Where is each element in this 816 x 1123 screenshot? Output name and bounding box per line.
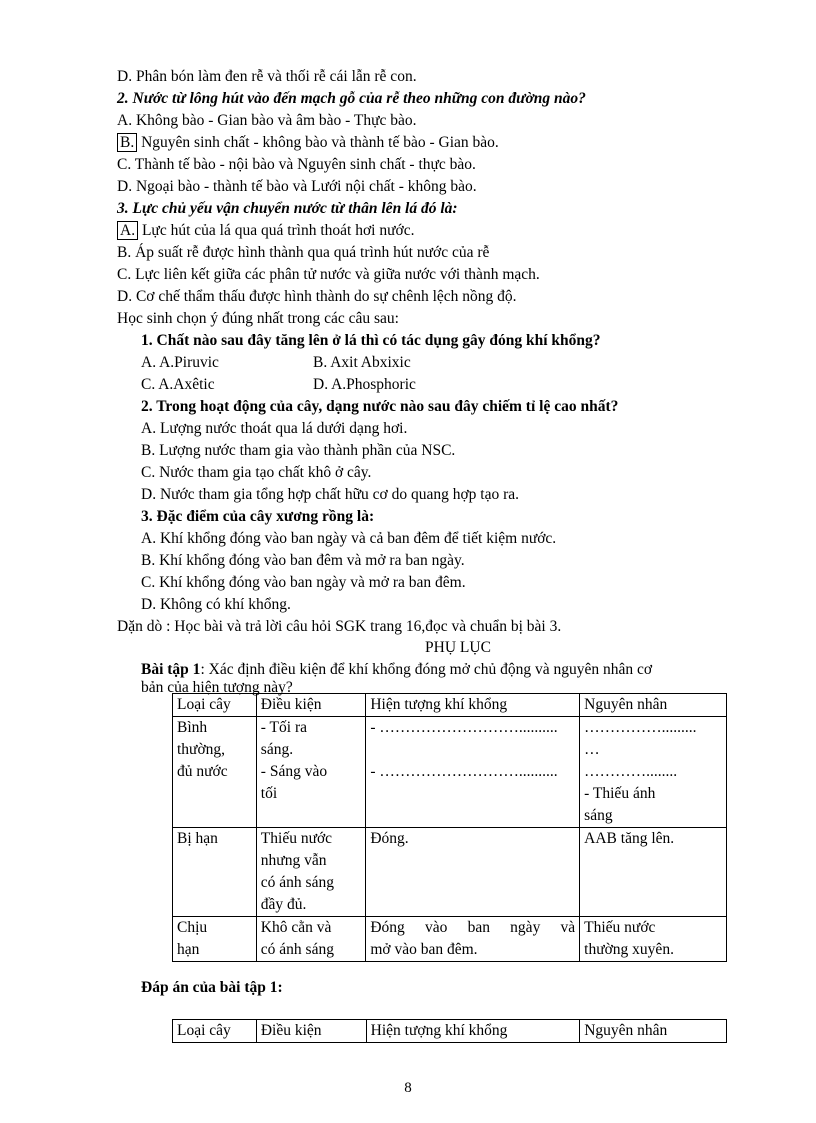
table-header-cell: Hiện tượng khí khổng bbox=[366, 694, 580, 717]
selected-answer-box: A. bbox=[117, 221, 138, 240]
answer-option: C. A.Axêtic bbox=[141, 376, 215, 393]
cell-line: Bình bbox=[177, 719, 208, 736]
question-heading: 2. Trong hoạt động của cây, dạng nước nào sau đây chiếm tỉ lệ cao nhất? bbox=[141, 398, 619, 415]
cell-line: - Tối ra bbox=[260, 719, 307, 736]
cell-line: đủ nước bbox=[177, 763, 228, 780]
cell-line: - Sáng vào bbox=[260, 763, 328, 780]
table-header-cell: Hiện tượng khí khổng bbox=[366, 1020, 580, 1043]
cell-line: có ánh sáng bbox=[260, 941, 334, 958]
cell-line bbox=[370, 783, 575, 805]
exercise-table bbox=[172, 693, 727, 962]
cell-line: hạn bbox=[177, 941, 200, 958]
table-row bbox=[173, 917, 727, 962]
answer-option: B. Lượng nước tham gia vào thành phần của NSC. bbox=[141, 442, 456, 459]
cell-line: nhưng vẫn bbox=[260, 852, 327, 869]
table-cell: Đóng. bbox=[366, 828, 580, 917]
table-header-cell: Điều kiện bbox=[256, 694, 366, 717]
table-cell: AAB tăng lên. bbox=[580, 828, 727, 917]
cell-line: - ……………………….......... bbox=[370, 763, 558, 780]
answer-option: C. Nước tham gia tạo chất khô ở cây. bbox=[141, 464, 372, 481]
cell-line: sáng. bbox=[260, 741, 294, 758]
cell-line: đầy đủ. bbox=[260, 896, 307, 913]
table-cell bbox=[173, 717, 257, 828]
cell-line: thường xuyên. bbox=[584, 941, 674, 958]
appendix-title: PHỤ LỤC bbox=[425, 639, 491, 656]
answer-option: A. Khí khổng đóng vào ban ngày và cả ban đêm để tiết kiệm nước. bbox=[141, 530, 557, 547]
cell-line: Thiếu nước bbox=[260, 830, 333, 847]
answer-option: D. Cơ chế thẩm thấu được hình thành do sự chênh lệch nồng độ. bbox=[117, 288, 517, 305]
question-heading: 3. Đặc điểm của cây xương rồng là: bbox=[141, 508, 375, 525]
table-header-cell: Nguyên nhân bbox=[580, 1020, 727, 1043]
answer-option: B. Áp suất rễ được hình thành qua quá trình hút nước của rễ bbox=[117, 244, 490, 261]
question-heading: 2. Nước từ lông hút vào đến mạch gỗ của rễ theo những con đường nào? bbox=[117, 90, 586, 107]
table-row bbox=[173, 828, 727, 917]
answer-option-selected bbox=[117, 220, 414, 242]
table-cell bbox=[256, 717, 366, 828]
answer-option: D. Ngoại bào - thành tế bào và Lưới nội chất - không bào. bbox=[117, 178, 477, 195]
answer-option: B. Khí khổng đóng vào ban đêm và mở ra ban ngày. bbox=[141, 552, 465, 569]
text-line: D. Phân bón làm đen rễ và thối rễ cái lẫn rễ con. bbox=[117, 68, 417, 85]
cell-line: Chịu bbox=[177, 919, 208, 936]
table-header-cell: Loại cây bbox=[173, 1020, 257, 1043]
cell-line: Đóng vào ban ngày và bbox=[370, 919, 576, 936]
cell-line: - Thiếu ánh bbox=[584, 785, 656, 802]
table-cell bbox=[366, 917, 580, 962]
question-heading: 3. Lực chủ yếu vận chuyển nước từ thân lên lá đó là: bbox=[117, 200, 458, 217]
cell-line bbox=[370, 739, 575, 761]
answer-option-selected bbox=[117, 132, 499, 154]
cell-line: - ……………………….......... bbox=[370, 719, 558, 736]
cell-line: ……………......... bbox=[584, 719, 697, 736]
page-number: 8 bbox=[404, 1080, 412, 1096]
table-header-row bbox=[173, 694, 727, 717]
answer-option: A. Lượng nước thoát qua lá dưới dạng hơi. bbox=[141, 420, 408, 437]
answer-option: B. Axit Abxixic bbox=[313, 354, 411, 371]
answer-option: A. A.Piruvic bbox=[141, 354, 219, 371]
table-header-row bbox=[173, 1020, 727, 1043]
table-cell bbox=[256, 828, 366, 917]
question-heading: 1. Chất nào sau đây tăng lên ở lá thì có tác dụng gây đóng khí khổng? bbox=[141, 332, 601, 349]
cell-line: …………........ bbox=[584, 763, 678, 780]
table-header-cell: Điều kiện bbox=[256, 1020, 366, 1043]
table-cell bbox=[366, 717, 580, 828]
answer-option: D. Nước tham gia tổng hợp chất hữu cơ do quang hợp tạo ra. bbox=[141, 486, 520, 503]
answer-option: A. Không bào - Gian bào và âm bào - Thực bào. bbox=[117, 112, 417, 129]
table-cell bbox=[173, 917, 257, 962]
selected-answer-box: B. bbox=[117, 133, 137, 152]
answer-option: C. Lực liên kết giữa các phân tử nước và giữa nước với thành mạch. bbox=[117, 266, 540, 283]
answer-text: Nguyên sinh chất - không bào và thành tế bào - Gian bào. bbox=[137, 134, 499, 151]
cell-line: sáng bbox=[584, 807, 613, 824]
cell-line: Khô cằn và bbox=[260, 919, 332, 936]
answer-option: C. Thành tế bào - nội bào và Nguyên sinh chất - thực bào. bbox=[117, 156, 476, 173]
instruction: Học sinh chọn ý đúng nhất trong các câu sau: bbox=[117, 310, 399, 327]
answer-option: C. Khí khổng đóng vào ban ngày và mở ra ban đêm. bbox=[141, 574, 466, 591]
table-row bbox=[173, 717, 727, 828]
answer-table bbox=[172, 1019, 727, 1043]
answer-option: D. A.Phosphoric bbox=[313, 376, 416, 393]
table-header-cell: Loại cây bbox=[173, 694, 257, 717]
cell-line: Thiếu nước bbox=[584, 919, 656, 936]
table-cell: Bị hạn bbox=[173, 828, 257, 917]
cell-line: tối bbox=[260, 785, 278, 802]
cell-line: thường, bbox=[177, 741, 226, 758]
table-cell bbox=[256, 917, 366, 962]
homework-note: Dặn dò : Học bài và trả lời câu hỏi SGK trang 16,đọc và chuẩn bị bài 3. bbox=[117, 618, 562, 635]
cell-line: … bbox=[584, 741, 600, 758]
table-cell bbox=[580, 917, 727, 962]
answer-option: D. Không có khí khổng. bbox=[141, 596, 291, 613]
cell-line: có ánh sáng bbox=[260, 874, 334, 891]
exercise-prompt-cont: bản của hiện tượng này? bbox=[141, 679, 293, 696]
answer-section-title: Đáp án của bài tập 1: bbox=[141, 979, 283, 996]
table-header-cell: Nguyên nhân bbox=[580, 694, 727, 717]
table-cell bbox=[580, 717, 727, 828]
answer-text: Lực hút của lá qua quá trình thoát hơi nước. bbox=[138, 222, 415, 239]
cell-line: mở vào ban đêm. bbox=[370, 941, 478, 958]
exercise-text: : Xác định điều kiện để khí khổng đóng mở chủ động và nguyên nhân cơ bbox=[200, 661, 653, 678]
exercise-label: Bài tập 1 bbox=[141, 661, 201, 678]
